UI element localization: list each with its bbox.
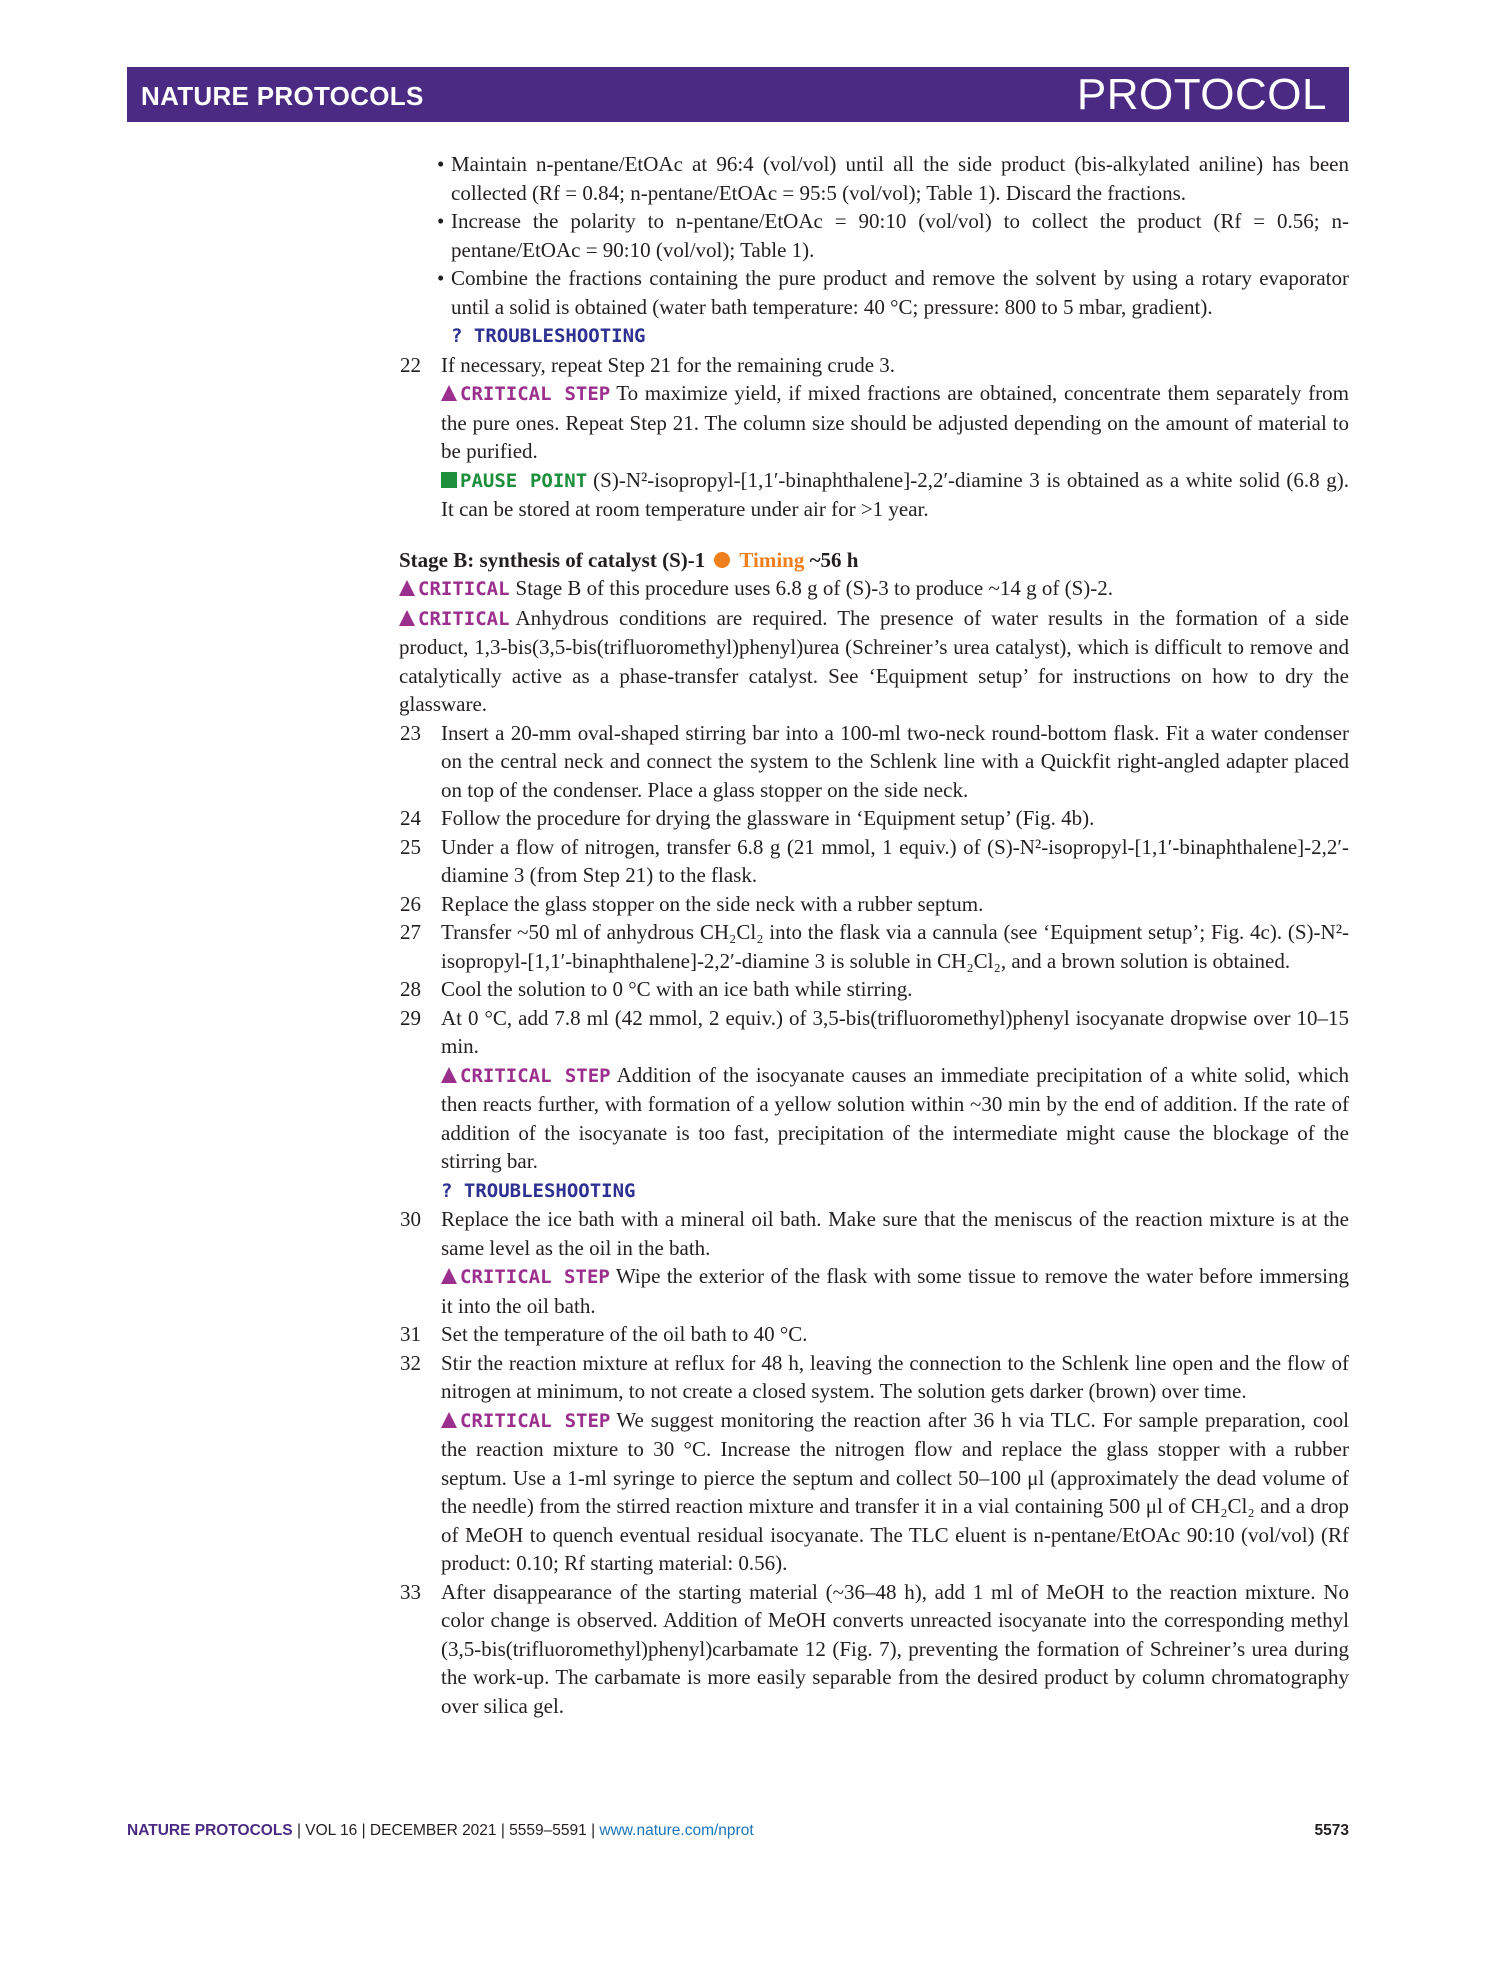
clock-icon — [714, 552, 730, 568]
step-33 — [400, 1578, 1349, 1721]
step-number: 23 — [400, 720, 421, 745]
critical-step-label: CRITICAL STEP — [441, 1410, 610, 1432]
critical-step-label: CRITICAL STEP — [441, 1065, 611, 1087]
bullet-item — [437, 207, 1349, 264]
bullet-glyph: • — [437, 266, 445, 290]
pause-square-icon — [441, 472, 457, 488]
critical-step-note — [441, 1406, 1349, 1578]
step-30 — [400, 1205, 1349, 1262]
article-type: PROTOCOL — [1076, 70, 1327, 119]
critical-text: Stage B of this procedure uses 6.8 g of (S)-3 to produce ~14 g of (S)-2. — [515, 576, 1114, 600]
step-number: 33 — [400, 1579, 421, 1604]
critical-step-note — [441, 379, 1349, 466]
critical-step-note — [441, 1262, 1349, 1320]
bullet-text: Maintain n-pentane/EtOAc at 96:4 (vol/vol) until all the side product (bis-alkylated aniline) has been collected (Rf = 0.84; n-pentane/EtOAc = 95:5 (vol/vol); Table 1). Discard the fractions. — [451, 152, 1349, 205]
step-text: Replace the glass stopper on the side neck with a rubber septum. — [441, 891, 984, 916]
critical-note — [399, 604, 1349, 719]
troubleshooting-link[interactable]: ? TROUBLESHOOTING — [441, 1179, 636, 1202]
journal-name: NATURE PROTOCOLS — [141, 81, 424, 111]
bullet-item — [437, 264, 1349, 321]
pause-point-label: PAUSE POINT — [441, 470, 587, 492]
step-28 — [400, 975, 1349, 1004]
step-text: Stir the reaction mixture at reflux for 48 h, leaving the connection to the Schlenk line open and the flow of nitrogen at minimum, to not create a closed system. The solution gets darker (brown) over time. — [441, 1350, 1349, 1403]
step-32 — [400, 1349, 1349, 1406]
step-text: Follow the procedure for drying the glassware in ‘Equipment setup’ (Fig. 4b). — [441, 806, 1095, 830]
step-27 — [400, 918, 1349, 975]
step-number: 31 — [400, 1322, 421, 1346]
footer-citation: | VOL 16 | DECEMBER 2021 | 5559–5591 | — [296, 1822, 596, 1839]
step-26 — [400, 890, 1349, 919]
step-text: At 0 °C, add 7.8 ml (42 mmol, 2 equiv.) of 3,5-bis(trifluoromethyl)phenyl isocyanate dropwise over 10–15 min. — [441, 1005, 1349, 1058]
troubleshooting-note — [437, 321, 1349, 351]
step-text: Set the temperature of the oil bath to 40 °C. — [441, 1322, 808, 1346]
bullet-glyph: • — [437, 152, 445, 176]
step-number: 32 — [400, 1350, 421, 1375]
step-text: Cool the solution to 0 °C with an ice bath while stirring. — [441, 977, 913, 1001]
footer-journal: NATURE PROTOCOLS — [127, 1822, 293, 1839]
warning-triangle-icon — [441, 1067, 457, 1083]
step-24 — [400, 804, 1349, 833]
critical-step-label: CRITICAL STEP — [441, 383, 610, 405]
step-text: If necessary, repeat Step 21 for the remaining crude 3. — [441, 352, 896, 377]
step-text: After disappearance of the starting material (~36–48 h), add 1 ml of MeOH to the reaction mixture. No color change is observed. Addition of MeOH converts unreacted isocyanate into the corresponding methyl (3,5-bis(trifluoromethyl)phenyl)carbamate 12 (Fig. 7), preventing the formation of Schreiner’s urea during the work-up. The carbamate is more easily separable from the desired product by column chromatography over silica gel. — [441, 1579, 1349, 1718]
critical-step-note — [441, 1061, 1349, 1176]
step-number: 26 — [400, 891, 421, 916]
step-number: 25 — [400, 834, 421, 859]
warning-triangle-icon — [441, 1412, 457, 1428]
pause-point-note — [441, 466, 1349, 524]
bullet-glyph: • — [437, 209, 445, 233]
critical-step-label: CRITICAL STEP — [441, 1266, 610, 1288]
warning-triangle-icon — [441, 1268, 457, 1284]
pause-point-text: (S)-N²-isopropyl-[1,1′-binaphthalene]-2,2′-diamine 3 is obtained as a white solid (6.8 g). It can be stored at room temperature under air for >1 year. — [441, 467, 1349, 521]
footer-citation-line — [127, 1822, 754, 1840]
step-number: 27 — [400, 920, 421, 944]
step-number: 24 — [400, 806, 421, 830]
critical-text: Anhydrous conditions are required. The presence of water results in the formation of a side product, 1,3-bis(3,5-bis(trifluoromethyl)phenyl)urea (Schreiner’s urea catalyst), which is difficult to remove and catalytically active as a phase-transfer catalyst. See ‘Equipment setup’ for instructions on how to dry the glassware. — [399, 605, 1349, 716]
critical-step-text: We suggest monitoring the reaction after 36 h via TLC. For sample preparation, cool the reaction mixture to 30 °C. Increase the nitrogen flow and replace the glass stopper with a rubber septum. Use a 1-ml syringe to pierce the septum and collect 50–100 μl (approximately the dead volume of the needle) from the stirred reaction mixture and transfer it in a vial containing 500 μl of CH₂Cl₂ and a drop of MeOH to quench eventual residual isocyanate. The TLC eluent is n-pentane/EtOAc 90:10 (vol/vol) (Rf product: 0.10; Rf starting material: 0.56). — [441, 1407, 1349, 1575]
bullet-text: Increase the polarity to n-pentane/EtOAc = 90:10 (vol/vol) to collect the product (Rf = 0.56; n-pentane/EtOAc = 90:10 (vol/vol); Table 1). — [451, 209, 1349, 262]
footer-url-link[interactable]: www.nature.com/nprot — [599, 1822, 754, 1839]
critical-step-text: Addition of the isocyanate causes an immediate precipitation of a white solid, which then reacts further, with formation of a yellow solution within ~30 min by the end of addition. If the rate of addition of the isocyanate is too fast, precipitation of the intermediate might cause the blockage of the stirring bar. — [441, 1062, 1349, 1173]
bullet-text: Combine the fractions containing the pure product and remove the solvent by using a rotary evaporator until a solid is obtained (water bath temperature: 40 °C; pressure: 800 to 5 mbar, gradient). — [451, 266, 1349, 319]
critical-label: CRITICAL — [399, 578, 510, 600]
critical-note — [399, 574, 1349, 604]
step-text: Insert a 20-mm oval-shaped stirring bar into a 100-ml two-neck round-bottom flask. Fit a water condenser on the central neck and connect the system to the Schlenk line with a Quickfit right-angled adapter placed on top of the condenser. Place a glass stopper on the side neck. — [441, 720, 1349, 802]
warning-triangle-icon — [441, 385, 457, 401]
timing-value: ~56 h — [809, 547, 859, 572]
warning-triangle-icon — [399, 580, 415, 596]
troubleshooting-link[interactable]: ? TROUBLESHOOTING — [451, 325, 646, 347]
step-text: Replace the ice bath with a mineral oil bath. Make sure that the meniscus of the reaction mixture is at the same level as the oil in the bath. — [441, 1207, 1349, 1260]
step-text: Under a flow of nitrogen, transfer 6.8 g (21 mmol, 1 equiv.) of (S)-N²-isopropyl-[1,1′-binaphthalene]-2,2′-diamine 3 (from Step 21) to the flask. — [441, 834, 1349, 887]
step-number: 30 — [400, 1207, 421, 1231]
step-22 — [400, 351, 1349, 380]
main-content — [0, 150, 1489, 1720]
critical-step-text: Wipe the exterior of the flask with some tissue to remove the water before immersing it into the oil bath. — [441, 1264, 1349, 1318]
bullet-item — [437, 150, 1349, 207]
stage-title: Stage B: synthesis of catalyst (S)-1 — [399, 547, 706, 572]
step-number: 22 — [400, 352, 421, 377]
step-25 — [400, 833, 1349, 890]
troubleshooting-note — [441, 1176, 1349, 1206]
warning-triangle-icon — [399, 610, 415, 626]
timing-label: Timing — [739, 547, 805, 572]
stage-b-heading — [399, 546, 1489, 575]
step-31 — [400, 1320, 1349, 1349]
step-23 — [400, 719, 1349, 805]
step-text: Transfer ~50 ml of anhydrous CH₂Cl₂ into the flask via a cannula (see ‘Equipment setup’; Fig. 4c). (S)-N²-isopropyl-[1,1′-binaphthalene]-2,2′-diamine 3 is soluble in CH₂Cl₂, and a brown solution is obtained. — [441, 920, 1349, 973]
step-29 — [400, 1004, 1349, 1061]
step-number: 28 — [400, 977, 421, 1001]
critical-label: CRITICAL — [399, 608, 510, 630]
page-number: 5573 — [1314, 1822, 1349, 1839]
step-number: 29 — [400, 1005, 421, 1030]
page-header — [127, 67, 1349, 122]
critical-step-text: To maximize yield, if mixed fractions are obtained, concentrate them separately from the pure ones. Repeat Step 21. The column size should be adjusted depending on the amount of material to be purified. — [441, 381, 1349, 463]
